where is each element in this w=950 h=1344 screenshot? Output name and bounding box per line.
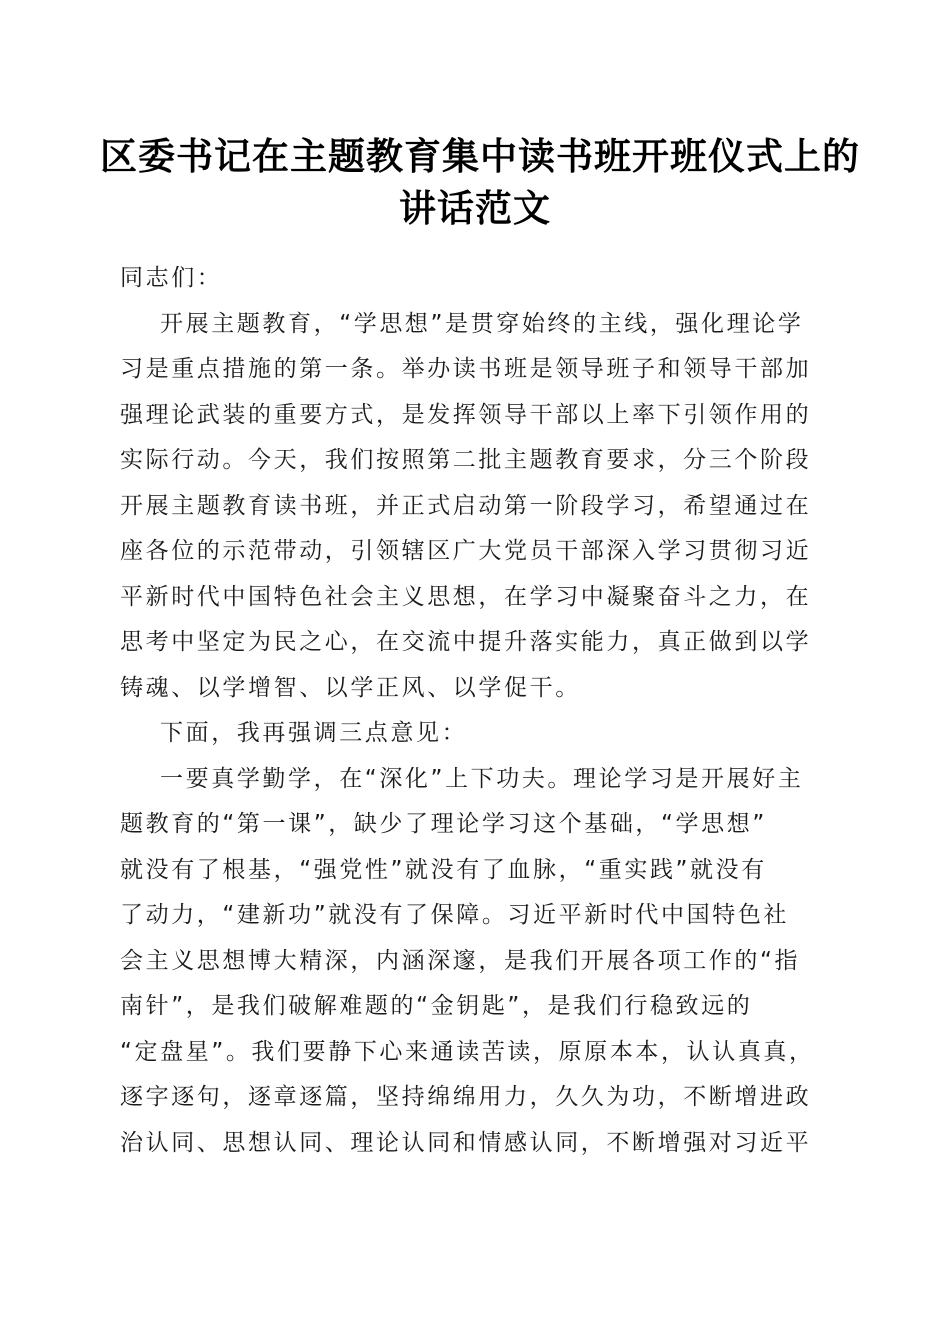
title-line-2: 讲话范文 [399, 186, 551, 230]
paragraph-transition [120, 711, 835, 757]
paragraph-line: 一要真学勤学，在“深化”上下功夫。理论学习是开展好主 [160, 765, 804, 792]
paragraph-line: “定盘星”。我们要静下心来通读苦读，原原本本，认认真真， [120, 1038, 815, 1065]
paragraph-line: 平新时代中国特色社会主义思想，在学习中凝聚奋斗之力，在 [120, 583, 812, 610]
paragraph-line: 下面，我再强调三点意见： [160, 720, 468, 746]
paragraph-line: 逐字逐句，逐章逐篇，坚持绵绵用力，久久为功，不断增进政 [120, 1084, 812, 1110]
paragraph-line: 强理论武装的重要方式，是发挥领导干部以上率下引领作用的 [120, 401, 812, 428]
paragraph-intro [120, 302, 835, 712]
paragraph-line: 思考中坚定为民之心，在交流中提升落实能力，真正做到以学 [120, 629, 812, 655]
paragraph-line: 习是重点措施的第一条。举办读书班是领导班子和领导干部加 [120, 356, 812, 382]
paragraph-line: 座各位的示范带动，引领辖区广大党员干部深入学习贯彻习近 [120, 538, 812, 564]
paragraph-line: 开展主题教育，“学思想”是贯穿始终的主线，强化理论学 [160, 310, 804, 337]
paragraph-line: 题教育的“第一课”，缺少了理论学习这个基础，“学思想” [120, 811, 767, 837]
paragraph-line: 实际行动。今天，我们按照第二批主题教育要求，分三个阶段 [120, 447, 812, 473]
salutation: 同志们： [120, 265, 223, 291]
title-line-1: 区委书记在主题教育集中读书班开班仪式上的 [100, 134, 860, 178]
paragraph-point-one [120, 757, 835, 1167]
paragraph-line: 铸魂、以学增智、以学正风、以学促干。 [120, 674, 581, 701]
paragraph-line: 开展主题教育读书班，并正式启动第一阶段学习，希望通过在 [120, 492, 812, 519]
document-body [120, 256, 835, 1166]
document-title [100, 130, 860, 234]
paragraph-line: 治认同、思想认同、理论认同和情感认同，不断增强对习近平 [120, 1129, 812, 1156]
paragraph-line: 了动力，“建新功”就没有了保障。习近平新时代中国特色社 [120, 902, 790, 928]
paragraph-line: 会主义思想博大精深，内涵深邃，是我们开展各项工作的“指 [120, 947, 801, 974]
paragraph-line: 南针”，是我们破解难题的“金钥匙”，是我们行稳致远的 [120, 993, 753, 1019]
paragraph-line: 就没有了根基，“强党性”就没有了血脉，“重实践”就没有 [120, 856, 767, 883]
